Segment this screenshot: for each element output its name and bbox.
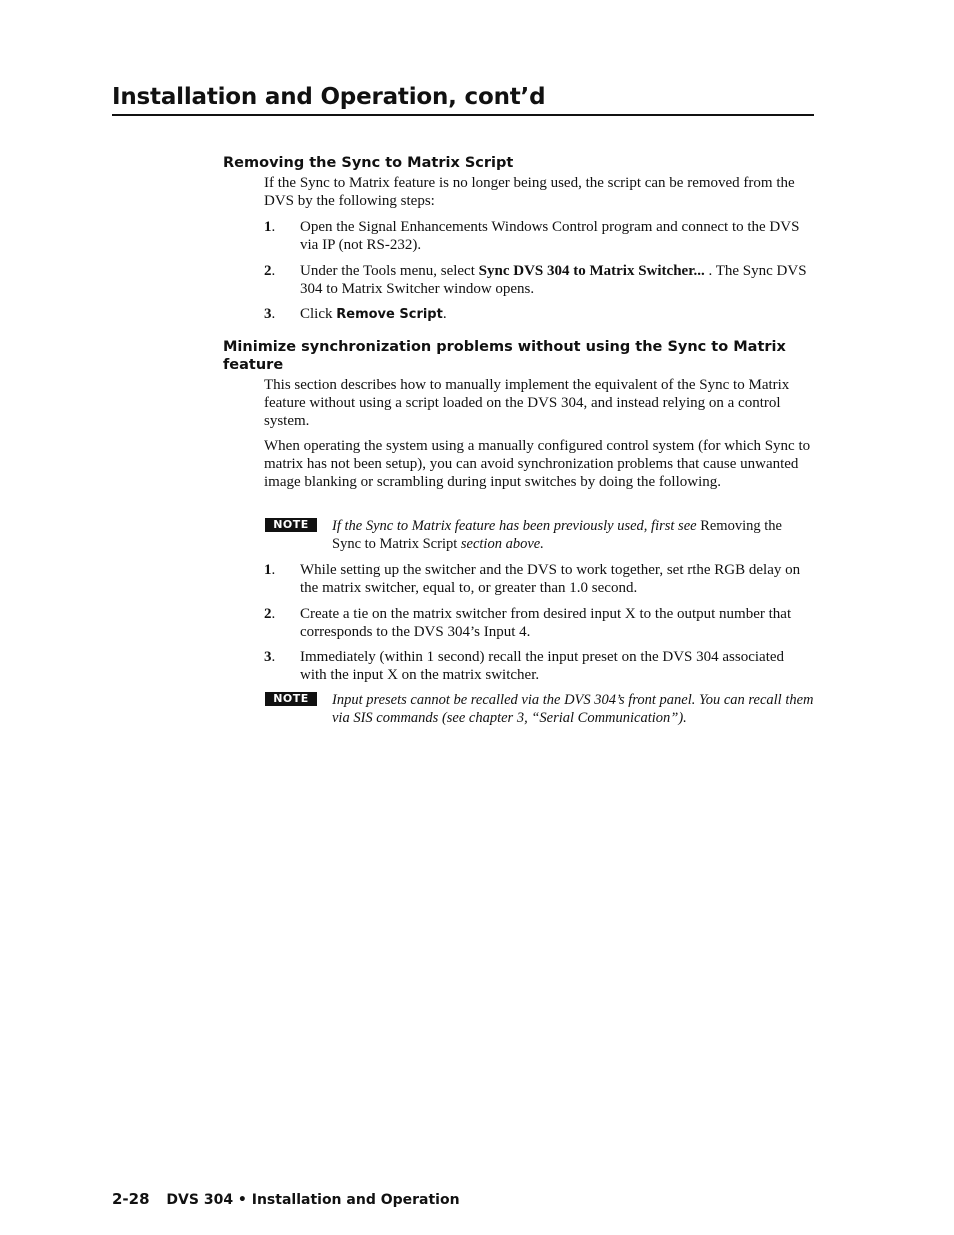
note-text: Input presets cannot be recalled via the DVS 304’s front panel. You can recall them via SIS commands (see chapter 3, “Serial Communication”).: [332, 692, 814, 726]
page-header-title: Installation and Operation, cont’d: [112, 84, 546, 110]
section-heading-minimize-sync: Minimize synchronization problems without using the Sync to Matrix feature: [223, 339, 786, 373]
header-rule: [112, 114, 814, 116]
step-text: Under the Tools menu, select Sync DVS 304 to Matrix Switcher... . The Sync DVS 304 to Matrix Switcher window opens.: [300, 263, 807, 297]
section2-para-1: This section describes how to manually implement the equivalent of the Sync to Matrix feature without using a script loaded on the DVS 304, and instead relying on a control system.: [264, 377, 790, 429]
step-number: 2.: [264, 606, 276, 622]
step-number: 3.: [264, 306, 276, 322]
cross-reference: Removing the Sync to Matrix Script: [332, 518, 782, 552]
step-text: Open the Signal Enhancements Windows Control program and connect to the DVS via IP (not RS-232).: [300, 219, 800, 253]
page-footer: [112, 1190, 460, 1208]
step-number: 2.: [264, 263, 276, 279]
page-number: 2-28: [112, 1190, 150, 1208]
step-number: 1.: [264, 562, 276, 578]
note-text: If the Sync to Matrix feature has been previously used, first see Removing the Sync to Matrix Script section above.: [332, 518, 782, 552]
step-number: 1.: [264, 219, 276, 235]
button-name: Remove Script: [336, 307, 443, 322]
section2-para-2: When operating the system using a manually configured control system (for which Sync to matrix has not been setup), you can avoid synchronization problems that cause unwanted image blanking or scrambling during input switches by doing the following.: [264, 438, 811, 490]
step-text: Create a tie on the matrix switcher from desired input X to the output number that corresponds to the DVS 304’s Input 4.: [300, 606, 792, 640]
step-text: Immediately (within 1 second) recall the input preset on the DVS 304 associated with the input X on the matrix switcher.: [300, 649, 785, 683]
section-heading-remove-script: Removing the Sync to Matrix Script: [223, 155, 514, 171]
step-number: 3.: [264, 649, 276, 665]
note-badge: NOTE: [265, 692, 317, 706]
section1-intro: If the Sync to Matrix feature is no longer being used, the script can be removed from the DVS by the following steps:: [264, 175, 795, 209]
footer-doc-title: DVS 304 • Installation and Operation: [166, 1192, 460, 1208]
note-badge: NOTE: [265, 518, 317, 532]
menu-item-name: Sync DVS 304 to Matrix Switcher...: [478, 263, 705, 279]
step-text: Click Remove Script.: [300, 306, 447, 322]
step-text: While setting up the switcher and the DVS to work together, set rthe RGB delay on the matrix switcher, equal to, or greater than 1.0 second.: [300, 562, 801, 596]
